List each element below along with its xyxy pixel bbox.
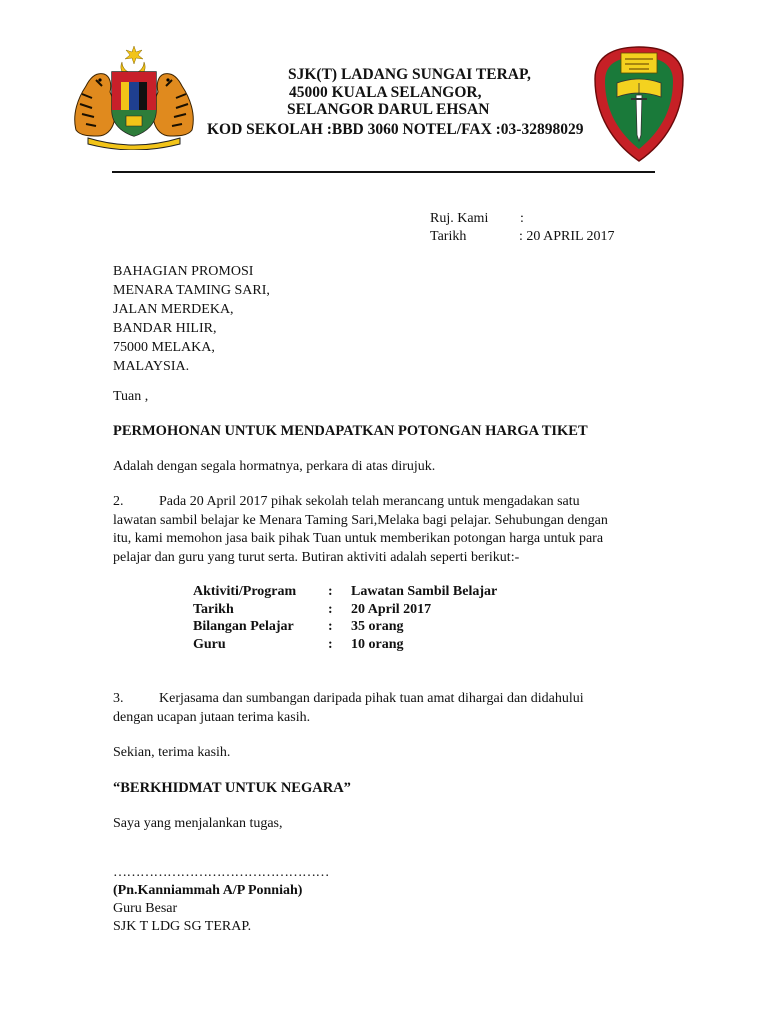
signatory-title: Guru Besar xyxy=(113,901,178,916)
school-state: SELANGOR DARUL EHSAN xyxy=(287,101,490,118)
signatory-name: (Pn.Kanniammah A/P Ponniah) xyxy=(113,883,303,898)
intro-paragraph: Adalah dengan segala hormatnya, perkara di atas dirujuk. xyxy=(113,459,436,474)
detail-value: 10 orang xyxy=(351,636,404,652)
table-row xyxy=(193,636,497,654)
detail-value: 20 April 2017 xyxy=(351,601,432,617)
school-postcode-city: 45000 KUALA SELANGOR, xyxy=(289,84,482,101)
detail-separator: : xyxy=(328,584,333,599)
paragraph-text: Pada 20 April 2017 pihak sekolah telah merancang untuk mengadakan satu xyxy=(159,494,580,509)
detail-value: 35 orang xyxy=(351,619,404,634)
paragraph-3 xyxy=(113,690,653,727)
malaysia-coat-of-arms-icon xyxy=(70,44,198,150)
signatory-school: SJK T LDG SG TERAP. xyxy=(113,919,252,934)
paragraph-number: 2. xyxy=(113,494,124,509)
detail-label: Aktiviti/Program xyxy=(193,584,297,599)
tarikh-value: : 20 APRIL 2017 xyxy=(519,229,615,244)
detail-separator: : xyxy=(328,619,333,634)
detail-value: Lawatan Sambil Belajar xyxy=(351,584,498,599)
address-line: BAHAGIAN PROMOSI xyxy=(113,264,254,279)
table-row xyxy=(193,618,497,636)
table-row xyxy=(193,601,497,619)
tarikh-label: Tarikh xyxy=(430,229,467,244)
table-row xyxy=(193,583,497,601)
school-name: SJK(T) LADANG SUNGAI TERAP, xyxy=(288,66,531,83)
ruj-value: : xyxy=(520,211,524,226)
salutation: Tuan , xyxy=(113,389,149,404)
detail-separator: : xyxy=(328,636,333,652)
paragraph-text: dengan ucapan jutaan terima kasih. xyxy=(113,709,311,725)
school-badge-icon xyxy=(591,45,687,163)
address-line: BANDAR HILIR, xyxy=(113,321,217,336)
detail-label: Tarikh xyxy=(193,601,234,617)
duty-line: Saya yang menjalankan tugas, xyxy=(113,816,283,831)
detail-label: Guru xyxy=(193,636,226,652)
paragraph-text: itu, kami memohon jasa baik pihak Tuan untuk memberikan potongan harga untuk para xyxy=(113,531,604,546)
paragraph-number: 3. xyxy=(113,691,124,706)
paragraph-text: Kerjasama dan sumbangan daripada pihak tuan amat dihargai dan didahului xyxy=(159,691,584,706)
detail-separator: : xyxy=(328,601,333,617)
school-code-phone: KOD SEKOLAH :BBD 3060 NOTEL/FAX :03-32898029 xyxy=(207,121,584,138)
header-divider xyxy=(112,171,655,173)
address-line: MALAYSIA. xyxy=(113,359,190,374)
paragraph-text: lawatan sambil belajar ke Menara Taming Sari,Melaka bagi pelajar. Sehubungan dengan xyxy=(113,512,608,528)
closing-line: Sekian, terima kasih. xyxy=(113,745,231,760)
signature-dots: ………………………………………… xyxy=(113,865,329,880)
letter-subject: PERMOHONAN UNTUK MENDAPATKAN POTONGAN HARGA TIKET xyxy=(113,423,588,439)
motto: “BERKHIDMAT UNTUK NEGARA” xyxy=(113,780,351,796)
address-line: JALAN MERDEKA, xyxy=(113,302,234,317)
paragraph-text: pelajar dan guru yang turut serta. Butiran aktiviti adalah seperti berikut:- xyxy=(113,549,520,565)
detail-label: Bilangan Pelajar xyxy=(193,619,294,634)
ruj-label: Ruj. Kami xyxy=(430,211,489,226)
recipient-address xyxy=(113,262,270,376)
address-line: MENARA TAMING SARI, xyxy=(113,283,270,298)
activity-details-table xyxy=(193,583,497,653)
paragraph-2 xyxy=(113,493,653,567)
address-line: 75000 MELAKA, xyxy=(113,340,215,355)
